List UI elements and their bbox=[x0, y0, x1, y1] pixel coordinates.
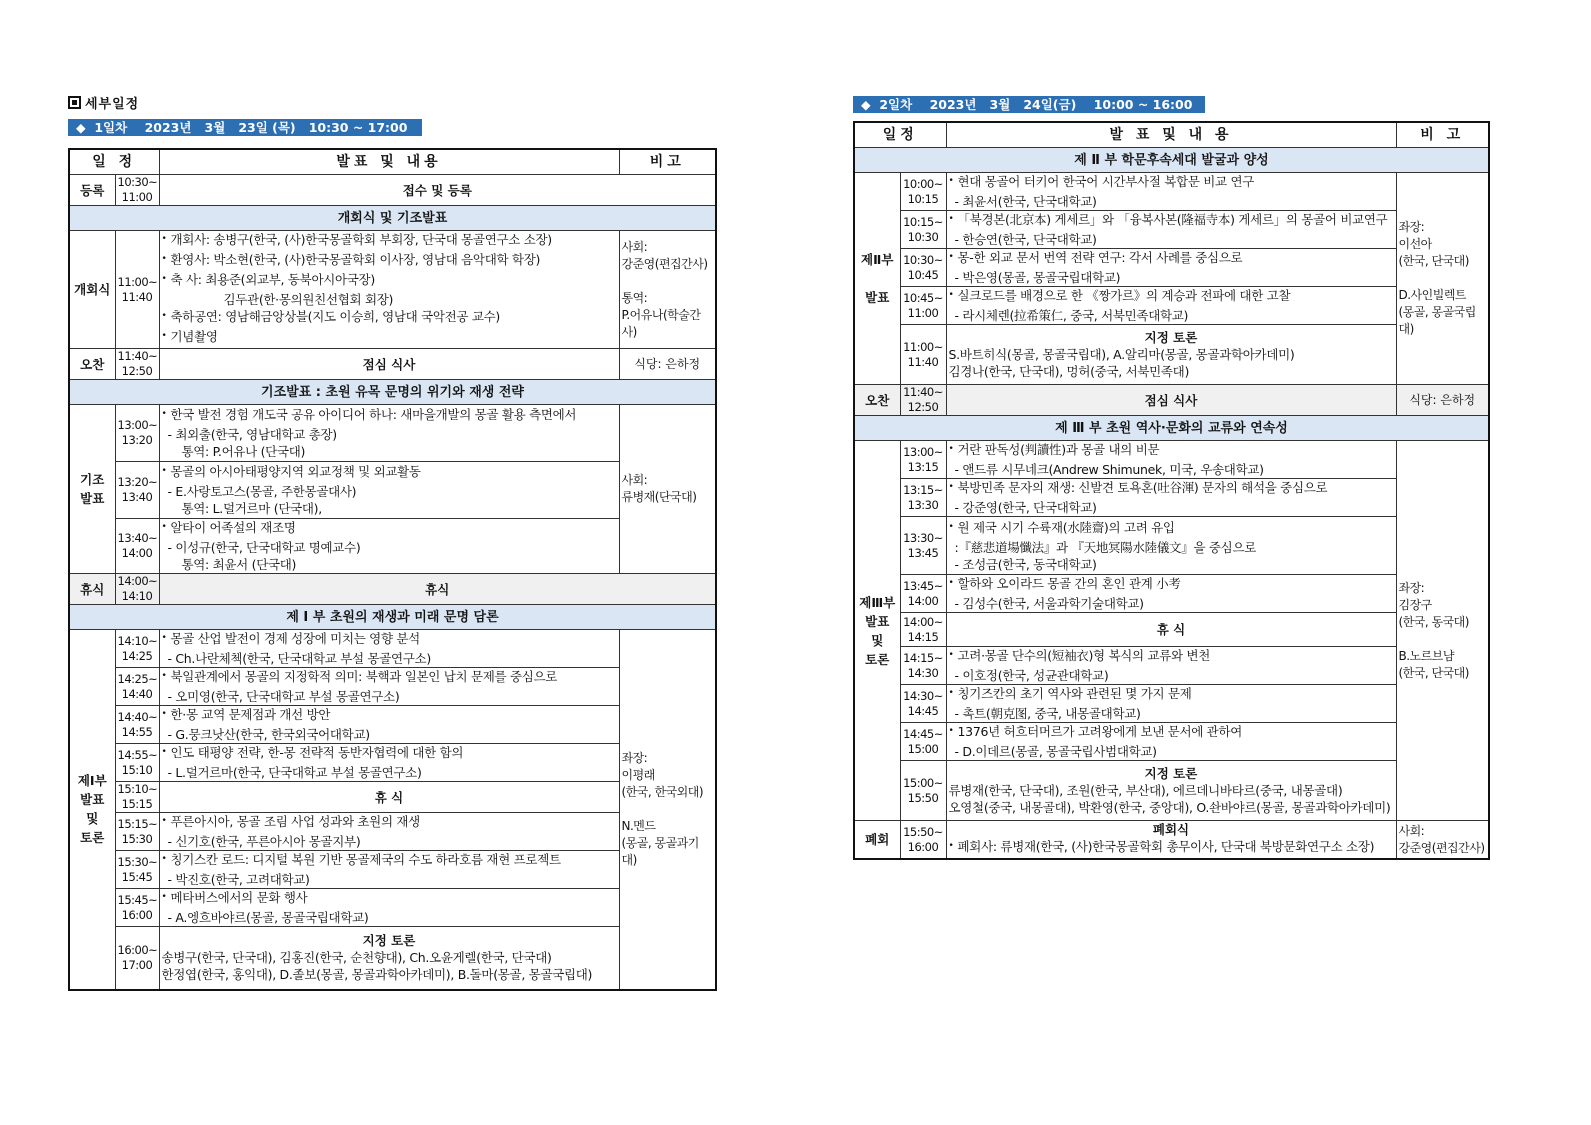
part1-note: 좌장: 이평래 (한국, 한국외대) N.멘드 (몽골, 몽골과기대) bbox=[619, 630, 716, 990]
session-content bbox=[159, 630, 619, 668]
day1-banner: ◆ 1일차 2023년 3월 23일 (목) 10:30 ~ 17:00 bbox=[68, 119, 422, 136]
content-line: • 푸른아시아, 몽골 조림 사업 성과와 초원의 재생 bbox=[162, 813, 617, 833]
session-content bbox=[159, 462, 619, 519]
session-row bbox=[854, 211, 1489, 249]
header-note: 비 고 bbox=[1396, 122, 1489, 148]
session-content bbox=[946, 173, 1396, 211]
content-line: 통역: P.어유나 (단국대) bbox=[181, 444, 306, 459]
content-line: - 조성금(한국, 동국대학교) bbox=[954, 556, 1097, 572]
content-line: - E.사랑토고스(몽골, 주한몽골대사) bbox=[167, 484, 357, 499]
row-label: 휴식 bbox=[69, 574, 115, 605]
opening-section-title: 개회식 및 기조발표 bbox=[69, 206, 716, 231]
part3-note: 좌장: 김장구 (한국, 동국대) B.노르브냠 (한국, 단국대) bbox=[1396, 441, 1489, 821]
session-time: 13:40~ 14:00 bbox=[115, 519, 159, 574]
row-label: 개회식 bbox=[69, 231, 115, 349]
opening-section-title-row bbox=[69, 206, 716, 231]
content-line: • 1376년 허흐터머르가 고려왕에게 보낸 문서에 관하여 bbox=[949, 723, 1394, 743]
session-content bbox=[159, 889, 619, 927]
session-time: 13:00~ 13:15 bbox=[900, 441, 946, 479]
session-content bbox=[159, 519, 619, 574]
row-label: 오찬 bbox=[854, 385, 900, 416]
day1-body bbox=[69, 175, 716, 990]
row-content: 휴식 bbox=[159, 574, 716, 605]
content-line: - 김성수(한국, 서울과학기술대학교) bbox=[954, 596, 1144, 611]
header-content: 발 표 및 내 용 bbox=[946, 122, 1396, 148]
session-content bbox=[159, 706, 619, 744]
session-time: 14:30~ 14:45 bbox=[900, 685, 946, 723]
discussant-line: 송병구(한국, 단국대), 김홍진(한국, 순천향대), Ch.오윤게렐(한국, 단국대) bbox=[161, 950, 552, 966]
session-row bbox=[69, 927, 716, 990]
discussant-line: 김경나(한국, 단국대), 멍허(중국, 서북민족대) bbox=[948, 364, 1190, 379]
session-time: 14:45~ 15:00 bbox=[900, 723, 946, 761]
session-row bbox=[69, 519, 716, 574]
header-schedule: 일 정 bbox=[69, 149, 159, 175]
part1-section-title: 제 Ⅰ 부 초원의 재생과 미래 문명 담론 bbox=[69, 605, 716, 630]
header-schedule: 일정 bbox=[854, 122, 946, 148]
content-line: • 원 제국 시기 수륙재(水陸齋)의 고려 유입 bbox=[949, 519, 1394, 539]
keynote-note: 사회: 류병재(단국대) bbox=[619, 405, 716, 574]
keynote-section-title-row bbox=[69, 380, 716, 405]
content-line: - 촉트(朝克图, 중국, 내몽골대학교) bbox=[954, 706, 1141, 721]
content-line: • 거란 판독성(判讀性)과 몽골 내의 비문 bbox=[949, 441, 1394, 461]
session-content bbox=[946, 761, 1396, 821]
header-content: 발표 및 내용 bbox=[159, 149, 619, 175]
square-bullet-icon bbox=[68, 96, 81, 109]
session-time: 13:15~ 13:30 bbox=[900, 479, 946, 517]
row-note: 식당: 은하정 bbox=[1396, 385, 1489, 416]
content-line: - G.뭉크낫산(한국, 한국외국어대학교) bbox=[167, 727, 370, 742]
content-line: - 라시체렌(拉希策仁, 중국, 서북민족대학교) bbox=[954, 308, 1189, 323]
content-line: • 현대 몽골어 터키어 한국어 시간부사절 복합문 비교 연구 bbox=[949, 173, 1394, 193]
session-time: 14:10~ 14:25 bbox=[115, 630, 159, 668]
session-time: 14:55~ 15:10 bbox=[115, 744, 159, 782]
session-time: 15:00~ 15:50 bbox=[900, 761, 946, 821]
content-line: • 기념촬영 bbox=[162, 328, 617, 348]
session-time: 15:30~ 15:45 bbox=[115, 851, 159, 889]
session-time: 14:00~ 14:15 bbox=[900, 613, 946, 647]
session-content bbox=[946, 647, 1396, 685]
content-line: - 앤드류 시무네크(Andrew Shimunek, 미국, 우송대학교) bbox=[954, 462, 1264, 477]
session-content bbox=[946, 325, 1396, 385]
schedule-row bbox=[69, 175, 716, 206]
opening-content bbox=[159, 231, 619, 349]
content-line: 통역: 최윤서 (단국대) bbox=[181, 557, 297, 572]
closing-content bbox=[946, 821, 1396, 860]
schedule-row bbox=[854, 385, 1489, 416]
discussion-title: 지정 토론 bbox=[1144, 766, 1198, 781]
part1-section-title-row bbox=[69, 605, 716, 630]
discussant-line: S.바트히식(몽골, 몽골국립대), A.알리마(몽골, 몽골과학아카데미) bbox=[948, 347, 1295, 362]
session-row bbox=[854, 761, 1489, 821]
opening-note: 사회: 강준영(편집간사) 통역: P.어유나(학술간사) bbox=[619, 231, 716, 349]
content-line: • 「북경본(北京本) 게세르」와 「융복사본(隆福寺本) 게세르」의 몽골어 비교연구 bbox=[949, 211, 1394, 231]
row-time: 11:40~ 12:50 bbox=[115, 349, 159, 380]
session-row bbox=[69, 405, 716, 462]
content-line: • 한국 발전 경험 개도국 공유 아이디어 하나: 새마을개발의 몽골 활용 측면에서 bbox=[162, 406, 617, 426]
session-label: 제Ⅰ부 발표 및 토론 bbox=[69, 630, 115, 990]
session-row bbox=[854, 249, 1489, 287]
row-note: 식당: 은하정 bbox=[619, 349, 716, 380]
closing-note: 사회: 강준영(편집간사) bbox=[1396, 821, 1489, 860]
content-line: - L.덜거르마(한국, 단국대학교 부설 몽골연구소) bbox=[167, 765, 422, 780]
row-content: 점심 식사 bbox=[159, 349, 619, 380]
content-line: • 칭기즈칸의 초기 역사와 관련된 몇 가지 문제 bbox=[949, 685, 1394, 705]
session-content bbox=[946, 723, 1396, 761]
session-row bbox=[69, 462, 716, 519]
content-line: - 최윤서(한국, 단국대학교) bbox=[954, 194, 1097, 209]
content-line: • 인도 태평양 전략, 한-몽 전략적 동반자협력에 대한 함의 bbox=[162, 744, 617, 764]
content-line: - 박은영(몽골, 몽골국립대학교) bbox=[954, 270, 1121, 285]
session-label: 제Ⅱ부 발표 bbox=[854, 173, 900, 385]
session-content bbox=[159, 744, 619, 782]
discussant-line: 류병재(한국, 단국대), 조원(한국, 부산대), 에르데니바타르(중국, 내몽골대) bbox=[948, 783, 1343, 798]
session-content bbox=[946, 479, 1396, 517]
content-line: 김두관(한·몽의원친선협회 회장) bbox=[223, 292, 394, 307]
closing-title: 폐회식 bbox=[1152, 822, 1190, 837]
session-label: 기조 발표 bbox=[69, 405, 115, 574]
session-content bbox=[159, 851, 619, 889]
schedule-row bbox=[69, 349, 716, 380]
content-line: - Ch.나란체첵(한국, 단국대학교 부설 몽골연구소) bbox=[167, 651, 431, 666]
content-line: • 축하공연: 영남해금앙상블(지도 이승희, 영남대 국악전공 교수) bbox=[162, 308, 617, 328]
session-row bbox=[854, 575, 1489, 613]
content-line: • 메타버스에서의 문화 행사 bbox=[162, 889, 617, 909]
part3-section-title-row bbox=[854, 416, 1489, 441]
header-note: 비고 bbox=[619, 149, 716, 175]
discussion-title: 지정 토론 bbox=[362, 933, 416, 949]
session-time: 13:00~ 13:20 bbox=[115, 405, 159, 462]
content-line: 통역: L.덜거르마 (단국대), bbox=[181, 501, 322, 516]
session-row bbox=[69, 851, 716, 889]
session-time: 16:00~ 17:00 bbox=[115, 927, 159, 990]
content-line: • 고려·몽골 단수의(短袖衣)형 복식의 교류와 변천 bbox=[949, 647, 1394, 667]
session-content bbox=[946, 517, 1396, 575]
session-time: 15:15~ 15:30 bbox=[115, 813, 159, 851]
content-line: - 이호정(한국, 성균관대학교) bbox=[954, 668, 1109, 683]
session-content bbox=[946, 441, 1396, 479]
session-time: 13:45~ 14:00 bbox=[900, 575, 946, 613]
content-line: • 북일관계에서 몽골의 지정학적 의미: 북핵과 일본인 납치 문제를 중심으로 bbox=[162, 668, 617, 688]
session-label: 제Ⅲ부 발표 및 토론 bbox=[854, 441, 900, 821]
session-content bbox=[159, 405, 619, 462]
row-time: 11:00~ 11:40 bbox=[115, 231, 159, 349]
opening-row bbox=[69, 231, 716, 349]
content-line: • 개회사: 송병구(한국, (사)한국몽골학회 부회장, 단국대 몽골연구소 소장) bbox=[162, 231, 617, 251]
row-label: 등록 bbox=[69, 175, 115, 206]
closing-row bbox=[854, 821, 1489, 860]
content-line: • 몽골 산업 발전이 경제 성장에 미치는 영향 분석 bbox=[162, 630, 617, 650]
discussant-line: 한정엽(한국, 홍익대), D.졸보(몽골, 몽골과학아카데미), B.돌마(몽골, 몽골국립대) bbox=[161, 967, 593, 983]
content-line: • 한·몽 교역 문제점과 개선 방안 bbox=[162, 706, 617, 726]
session-content bbox=[946, 575, 1396, 613]
session-row bbox=[69, 813, 716, 851]
part3-section-title: 제 Ⅲ 부 초원 역사·문화의 교류와 연속성 bbox=[854, 416, 1489, 441]
session-content bbox=[946, 685, 1396, 723]
content-line: • 환영사: 박소현(한국, (사)한국몽골학회 이사장, 영남대 음악대학 학장) bbox=[162, 251, 617, 271]
content-line: • 몽골의 아시아태평양지역 외교정책 및 외교활동 bbox=[162, 463, 617, 483]
part2-section-title-row bbox=[854, 148, 1489, 173]
content-line: • 알타이 어족설의 재조명 bbox=[162, 519, 617, 539]
content-line: - 신기호(한국, 푸른아시아 몽골지부) bbox=[167, 834, 361, 849]
session-time: 11:00~ 11:40 bbox=[900, 325, 946, 385]
content-line: - 오미영(한국, 단국대학교 부설 몽골연구소) bbox=[167, 689, 400, 704]
discussant-line: 오영철(중국, 내몽골대), 박환영(한국, 중앙대), O.솬바야르(몽골, 몽골과학아카데미) bbox=[948, 800, 1391, 815]
row-time: 10:30~ 11:00 bbox=[115, 175, 159, 206]
content-line: • 실크로드를 배경으로 한 《짱가르》의 계승과 전파에 대한 고찰 bbox=[949, 287, 1394, 307]
session-content bbox=[946, 287, 1396, 325]
content-line: - A.엥흐바야르(몽골, 몽골국립대학교) bbox=[167, 910, 369, 925]
session-content bbox=[159, 927, 619, 990]
session-row bbox=[69, 630, 716, 668]
session-row bbox=[69, 782, 716, 813]
day2-body bbox=[854, 148, 1489, 860]
session-row bbox=[854, 173, 1489, 211]
part2-section-title: 제 Ⅱ 부 학문후속세대 발굴과 양성 bbox=[854, 148, 1489, 173]
session-time: 13:30~ 13:45 bbox=[900, 517, 946, 575]
day2-banner: ◆ 2일차 2023년 3월 24일(금) 10:00 ~ 16:00 bbox=[853, 96, 1205, 113]
session-row bbox=[854, 685, 1489, 723]
session-row bbox=[854, 647, 1489, 685]
content-line: :『慈悲道場懺法』과 『天地冥陽水陸儀文』을 중심으로 bbox=[954, 539, 1257, 555]
row-label: 폐회 bbox=[854, 821, 900, 860]
content-line: • 북방민족 문자의 재생: 신발견 토욕혼(吐谷渾) 문자의 해석을 중심으로 bbox=[949, 479, 1394, 499]
row-time: 11:40~ 12:50 bbox=[900, 385, 946, 416]
session-row bbox=[854, 441, 1489, 479]
session-time: 10:15~ 10:30 bbox=[900, 211, 946, 249]
keynote-section-title: 기조발표 : 초원 유목 문명의 위기와 재생 전략 bbox=[69, 380, 716, 405]
session-content bbox=[946, 211, 1396, 249]
session-row bbox=[69, 668, 716, 706]
session-time: 10:45~ 11:00 bbox=[900, 287, 946, 325]
row-time: 15:50~ 16:00 bbox=[900, 821, 946, 860]
session-content bbox=[159, 668, 619, 706]
session-row bbox=[69, 889, 716, 927]
session-time: 15:45~ 16:00 bbox=[115, 889, 159, 927]
session-row bbox=[69, 706, 716, 744]
content-line: - 강준영(한국, 단국대학교) bbox=[954, 500, 1097, 515]
content-line: • 축 사: 최용준(외교부, 동북아시아국장) bbox=[162, 271, 617, 291]
session-row bbox=[854, 517, 1489, 575]
session-time: 14:40~ 14:55 bbox=[115, 706, 159, 744]
day1-schedule-table bbox=[68, 148, 717, 991]
content-line: • 폐회사: 류병재(한국, (사)한국몽골학회 총무이사, 단국대 북방문화연구소 소장) bbox=[949, 838, 1394, 858]
row-label: 오찬 bbox=[69, 349, 115, 380]
session-time: 13:20~ 13:40 bbox=[115, 462, 159, 519]
session-row bbox=[854, 325, 1489, 385]
row-time: 14:00~ 14:10 bbox=[115, 574, 159, 605]
content-line: - 최외출(한국, 영남대학교 총장) bbox=[167, 427, 337, 442]
content-line: - 박진호(한국, 고려대학교) bbox=[167, 872, 310, 887]
session-content bbox=[159, 813, 619, 851]
session-row bbox=[69, 744, 716, 782]
content-line: - D.이데르(몽골, 몽골국립사범대학교) bbox=[954, 744, 1157, 759]
break-cell: 휴 식 bbox=[946, 613, 1396, 647]
session-content bbox=[946, 249, 1396, 287]
part2-note: 좌장: 이선아 (한국, 단국대) D.사인빌렉트 (몽골, 몽골국립대) bbox=[1396, 173, 1489, 385]
session-time: 14:15~ 14:30 bbox=[900, 647, 946, 685]
break-cell: 휴 식 bbox=[159, 782, 619, 813]
page-title: 세부일정 bbox=[68, 93, 139, 112]
schedule-row bbox=[69, 574, 716, 605]
content-line: • 할하와 오이라드 몽골 간의 혼인 관계 小考 bbox=[949, 575, 1394, 595]
content-line: - 한승연(한국, 단국대학교) bbox=[954, 232, 1097, 247]
session-row bbox=[854, 287, 1489, 325]
session-row bbox=[854, 613, 1489, 647]
session-row bbox=[854, 479, 1489, 517]
session-row bbox=[854, 723, 1489, 761]
session-time: 15:10~ 15:15 bbox=[115, 782, 159, 813]
content-line: - 이성규(한국, 단국대학교 명예교수) bbox=[167, 540, 361, 555]
row-content: 접수 및 등록 bbox=[159, 175, 716, 206]
discussion-title: 지정 토론 bbox=[1144, 330, 1198, 345]
day2-schedule-table bbox=[853, 121, 1490, 860]
content-line: • 칭기스칸 로드: 디지털 복원 기반 몽골제국의 수도 하라호름 재현 프로젝트 bbox=[162, 851, 617, 871]
content-line: • 몽-한 외교 문서 번역 전략 연구: 각서 사례를 중심으로 bbox=[949, 249, 1394, 269]
row-content: 점심 식사 bbox=[946, 385, 1396, 416]
session-time: 10:30~ 10:45 bbox=[900, 249, 946, 287]
session-time: 10:00~ 10:15 bbox=[900, 173, 946, 211]
session-time: 14:25~ 14:40 bbox=[115, 668, 159, 706]
